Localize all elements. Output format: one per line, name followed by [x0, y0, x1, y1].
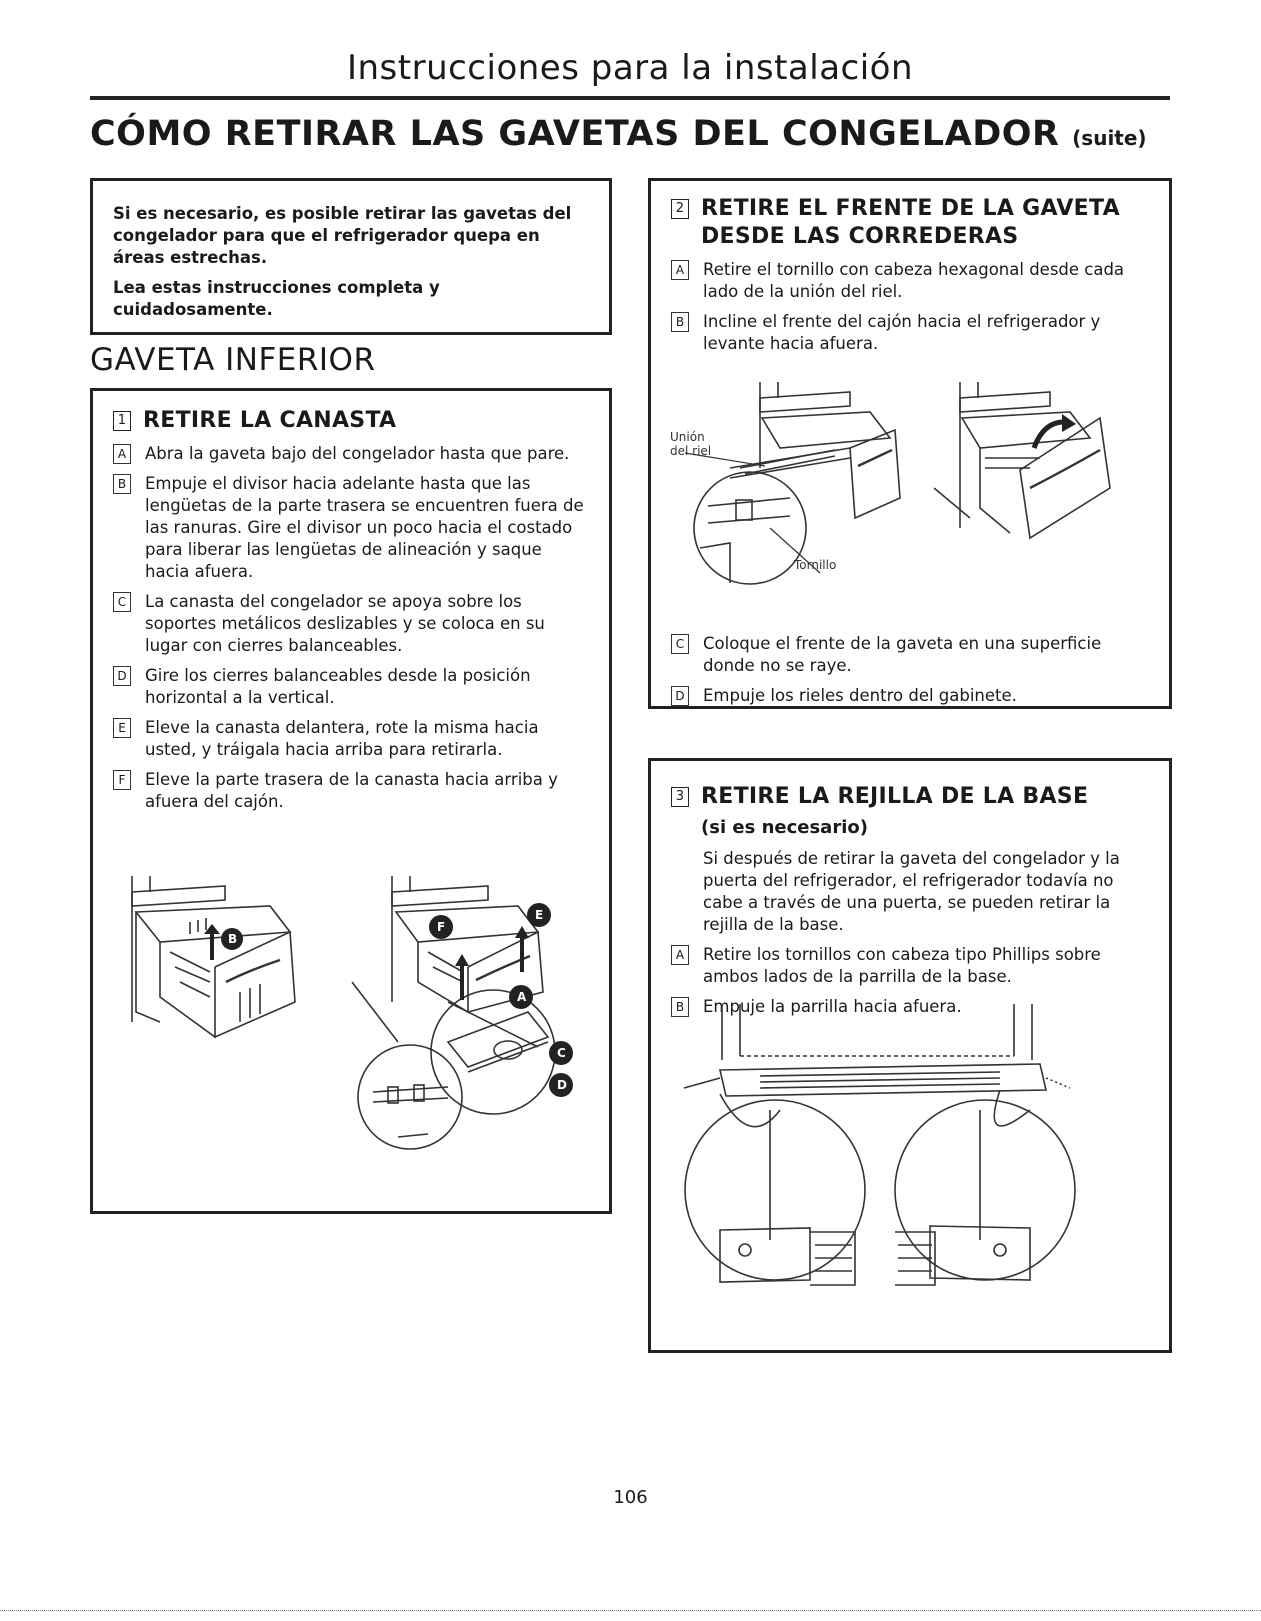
- step-1-item-a: [113, 443, 589, 465]
- curved-arrow-icon: [1030, 412, 1078, 452]
- union-label-line-1: Unión: [670, 430, 705, 444]
- item-letter-box: A: [671, 260, 689, 280]
- step-3-intro: Si después de retirar la gaveta del congelador y la puerta del refrigerador, el refrigerador todavía no cabe a través de una puerta, se pueden retirar la rejilla de la base.: [703, 849, 1120, 934]
- step-2-title: RETIRE EL FRENTE DE LA GAVETA DESDE LAS CORREDERAS: [701, 196, 1120, 249]
- step-number-box: 2: [671, 199, 689, 219]
- arrow-up-icon: [454, 952, 470, 1002]
- page-header: Instrucciones para la instalación: [346, 48, 914, 88]
- tornillo-label: Tornillo: [794, 558, 837, 572]
- intro-box: [90, 178, 612, 335]
- item-letter-box: A: [671, 945, 689, 965]
- item-text: La canasta del congelador se apoya sobre los soportes metálicos deslizables y se coloca en su lugar con cierres balanceables.: [145, 592, 545, 655]
- item-letter-box: D: [671, 686, 689, 706]
- item-text: Empuje los rieles dentro del gabinete.: [703, 686, 1017, 705]
- step-2-item-d: [671, 685, 1149, 707]
- step-3-title: RETIRE LA REJILLA DE LA BASE: [701, 784, 1089, 809]
- step-3-heading: [671, 783, 1149, 811]
- callout-d-label: D: [557, 1078, 567, 1092]
- callout-b-label: B: [228, 932, 238, 946]
- item-text: Empuje la parrilla hacia afuera.: [703, 997, 962, 1016]
- step-2-heading: [671, 195, 1149, 251]
- item-letter-box: B: [671, 997, 689, 1017]
- step-1-item-b: [113, 473, 589, 583]
- step-1-item-e: [113, 717, 589, 761]
- step-3-subtitle: (si es necesario): [701, 817, 868, 838]
- step-1-title: RETIRE LA CANASTA: [143, 408, 397, 433]
- step-number-box: 1: [113, 411, 131, 431]
- union-label-line-2: del riel: [670, 444, 712, 458]
- item-text: Coloque el frente de la gaveta en una superficie donde no se raye.: [703, 634, 1102, 675]
- header-rule: [90, 96, 1170, 100]
- callout-a-label: A: [517, 990, 527, 1004]
- step-1-heading: [113, 407, 589, 435]
- step-2-item-b: [671, 311, 1149, 355]
- basket-drawer-illustration: [120, 872, 320, 1042]
- step-2-item-a: [671, 259, 1149, 303]
- page-number: 106: [613, 1487, 648, 1508]
- item-letter-box: C: [113, 592, 131, 612]
- item-text: Eleve la parte trasera de la canasta hacia arriba y afuera del cajón.: [145, 770, 558, 811]
- item-text: Retire el tornillo con cabeza hexagonal desde cada lado de la unión del riel.: [703, 260, 1125, 301]
- base-grille-illustration: [680, 1000, 1100, 1340]
- step-3-item-a: [671, 944, 1149, 988]
- item-text: Gire los cierres balanceables desde la posición horizontal a la vertical.: [145, 666, 531, 707]
- step-1-item-f: [113, 769, 589, 813]
- item-letter-box: C: [671, 634, 689, 654]
- step-1-item-d: [113, 665, 589, 709]
- step-2-item-c: [671, 633, 1149, 677]
- item-text: Incline el frente del cajón hacia el refrigerador y levante hacia afuera.: [703, 312, 1101, 353]
- item-letter-box: D: [113, 666, 131, 686]
- callout-e-label: E: [535, 908, 544, 922]
- callout-f-label: F: [437, 920, 446, 934]
- item-text: Abra la gaveta bajo del congelador hasta que pare.: [145, 444, 570, 463]
- arrow-up-icon: [202, 922, 222, 962]
- rail-joint-illustration: [670, 378, 920, 588]
- arrow-up-icon: [514, 924, 530, 974]
- main-title-text: CÓMO RETIRAR LAS GAVETAS DEL CONGELADOR: [90, 114, 1060, 154]
- intro-paragraph-2: Lea estas instrucciones completa y cuidadosamente.: [113, 278, 440, 319]
- section-title: GAVETA INFERIOR: [90, 342, 376, 378]
- item-letter-box: E: [113, 718, 131, 738]
- item-letter-box: A: [113, 444, 131, 464]
- basket-removal-illustration: [348, 872, 588, 1162]
- main-title-suffix: (suite): [1072, 126, 1147, 150]
- step-1-item-c: [113, 591, 589, 657]
- item-letter-box: F: [113, 770, 131, 790]
- item-text: Empuje el divisor hacia adelante hasta que las lengüetas de la parte trasera se encuentren fuera de las ranuras. Gire el divisor un poco hacia el costado para liberar las lengüetas de alineación y saque hacia afuera.: [145, 474, 584, 581]
- step-number-box: 3: [671, 787, 689, 807]
- drawer-front-tilt-illustration: [930, 378, 1130, 558]
- callout-c-label: C: [557, 1046, 566, 1060]
- intro-paragraph-1: Si es necesario, es posible retirar las gavetas del congelador para que el refrigerador quepa en áreas estrechas.: [113, 204, 572, 267]
- main-title: [90, 114, 1147, 154]
- item-letter-box: B: [671, 312, 689, 332]
- item-text: Retire los tornillos con cabeza tipo Phillips sobre ambos lados de la parrilla de la base.: [703, 945, 1101, 986]
- item-text: Eleve la canasta delantera, rote la misma hacia usted, y tráigala hacia arriba para retirarla.: [145, 718, 539, 759]
- bottom-rule: [0, 1610, 1261, 1611]
- item-letter-box: B: [113, 474, 131, 494]
